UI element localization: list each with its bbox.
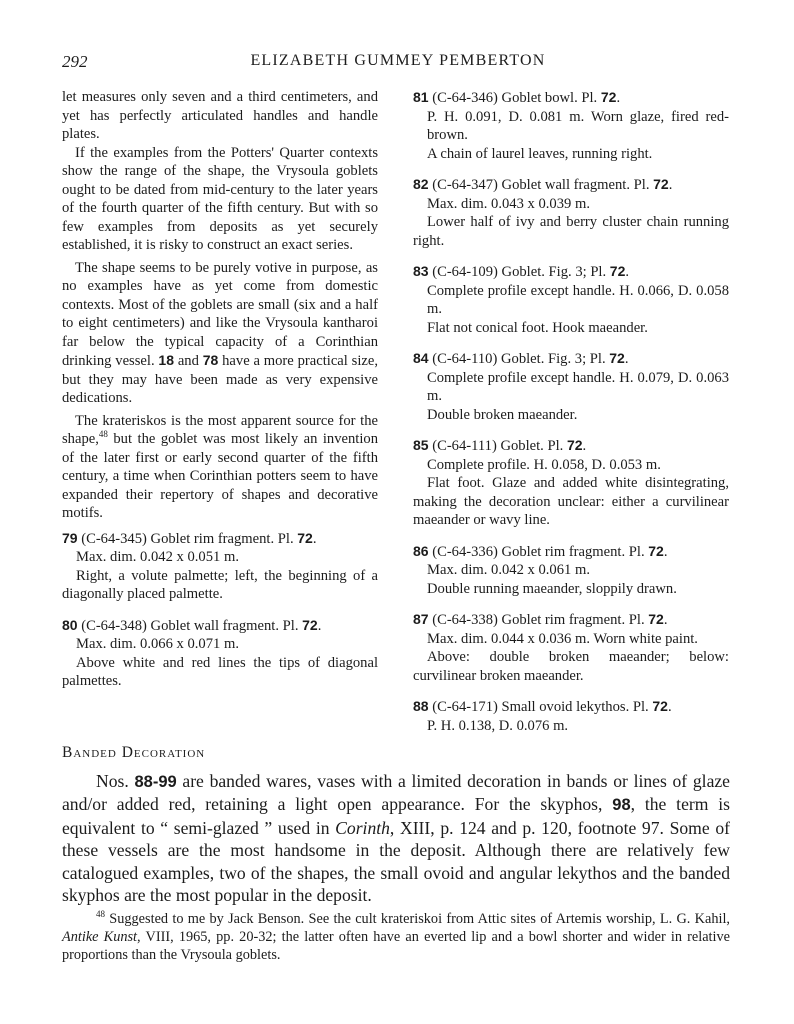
catalogue-entry: [413, 697, 729, 735]
paragraph-dating: If the examples from the Potters' Quarter contexts show the range of the shape, the Vrysoula goblets ought to be dated from mid-century to the later years of the fourth quarter of the fifth century. But with so few examples from deposits as yet securely established, it is risky to construct an exact series.: [62, 144, 378, 253]
entry-dimensions: Complete profile except handle. H. 0.079, D. 0.063 m.: [427, 369, 729, 404]
entry-inventory: (C-64-336) Goblet rim fragment. Pl.: [428, 543, 649, 560]
text-run: are banded wares, vases with a limited decoration in bands or lines of glaze and/or added red, retaining a light open appearance. For the skyphos,: [62, 771, 730, 815]
left-column: [62, 88, 378, 691]
paragraph-votive: [62, 259, 378, 408]
entry-number: 85: [413, 437, 429, 453]
entry-plate: 72: [648, 542, 664, 559]
entry-dimensions: Max. dim. 0.044 x 0.036 m. Worn white paint.: [427, 630, 698, 647]
entry-heading: [413, 697, 729, 717]
footnote: [62, 910, 730, 965]
catalogue-entry: [413, 88, 729, 163]
entry-dimensions: Complete profile. H. 0.058, D. 0.053 m.: [427, 456, 661, 473]
entry-punct: .: [312, 530, 317, 547]
entry-punct: .: [663, 543, 668, 560]
entry-plate: 72: [297, 529, 313, 546]
entry-description: Double broken maeander.: [427, 406, 578, 423]
entry-inventory: (C-64-110) Goblet. Fig. 3; Pl.: [428, 351, 610, 367]
entry-description: Right, a volute palmette; left, the beginning of a diagonally placed palmette.: [62, 567, 378, 602]
page-number: 292: [62, 52, 88, 71]
banded-paragraph: [62, 770, 730, 906]
entry-dimensions: Max. dim. 0.042 x 0.051 m.: [76, 549, 239, 565]
entry-punct: .: [624, 351, 629, 367]
entry-punct: .: [317, 617, 322, 634]
footnote-ref-48: 48: [98, 429, 108, 440]
entry-heading: [413, 349, 729, 369]
entry-heading: [413, 262, 729, 282]
entry-punct: .: [667, 699, 672, 715]
catalogue-entry: [413, 175, 729, 250]
catalogue-entry: [413, 349, 729, 424]
catalogue-ref-98: 98: [612, 796, 631, 815]
catalogue-entry: [413, 610, 729, 685]
entry-plate: 72: [609, 350, 625, 366]
page-header: [62, 52, 734, 78]
section-body: [62, 770, 730, 906]
footnote-48: [62, 910, 730, 965]
entry-punct: .: [616, 90, 621, 106]
entry-heading: [62, 529, 378, 549]
entry-plate: 72: [600, 89, 617, 105]
paragraph-krateriskos-text-end: but the goblet was most likely an invention of the later first or early second quarter of the fifth century, a time when Corinthian potters seem to have expanded their repertory of shapes and decorative motifs.: [62, 431, 378, 521]
entry-plate: 72: [652, 698, 668, 714]
text-run: , XIII, p. 124 and p. 120, footnote 97. Some of these vessels are the most handsome in the deposit. Although there are relatively few catalogued examples, two of the shapes, the small ovoid and angular lekythos and the banded skyphos are the most popular in the deposit.: [62, 817, 730, 906]
entry-heading: [413, 436, 729, 456]
entry-plate: 72: [653, 176, 669, 192]
catalogue-ref-78: 78: [202, 352, 219, 368]
journal-title: Antike Kunst: [62, 929, 138, 946]
entry-number: 88: [413, 698, 429, 714]
entry-dimensions: Complete profile except handle. H. 0.066, D. 0.058 m.: [427, 282, 729, 317]
entry-dimensions: Max. dim. 0.042 x 0.061 m.: [427, 562, 590, 578]
entry-number: 83: [413, 263, 429, 279]
entry-description: A chain of laurel leaves, running right.: [427, 145, 653, 162]
entry-dimensions: Max. dim. 0.066 x 0.071 m.: [76, 636, 239, 652]
catalogue-range: 88-99: [134, 773, 177, 791]
text-run: Nos.: [96, 771, 135, 791]
entry-inventory: (C-64-109) Goblet. Fig. 3; Pl.: [428, 264, 610, 280]
entry-description: Above: double broken maeander; below: curvilinear broken maeander.: [413, 649, 729, 684]
entry-punct: .: [663, 612, 668, 628]
paragraph-votive-text-end: have a more practical size, but they may have been made as very expensive dedications.: [62, 353, 378, 406]
section-heading: Banded Decoration: [62, 744, 206, 761]
entry-heading: [413, 610, 729, 630]
entry-number: 86: [413, 542, 429, 559]
entry-number: 80: [62, 616, 78, 633]
catalogue-entry: [413, 262, 729, 337]
entry-plate: 72: [648, 611, 664, 627]
entry-description: Flat foot. Glaze and added white disintegrating, making the decoration unclear: either a curvilinear maeander or wavy line.: [413, 475, 729, 528]
text-run: , the term is equivalent to “ semi-glazed ” used in: [62, 794, 730, 838]
paragraph-krateriskos: [62, 412, 378, 523]
catalogue-ref-18: 18: [158, 352, 174, 368]
entry-plate: 72: [302, 616, 318, 633]
publication-title: Corinth: [335, 817, 390, 838]
entry-description: Above white and red lines the tips of diagonal palmettes.: [62, 654, 378, 689]
paragraph-votive-text: The shape seems to be purely votive in purpose, as no examples have as yet come from domestic contexts. Most of the goblets are small (six and a half to eight centimeters) and like the Vrysoula kantharoi far below the typical capacity of a Corinthian drinking vessel.: [62, 259, 378, 369]
entry-inventory: (C-64-346) Goblet bowl. Pl.: [428, 90, 601, 106]
paragraph-krateriskos-text: The krateriskos is the most apparent source for the shape,: [62, 412, 378, 447]
entry-heading: [413, 175, 729, 195]
entry-inventory: (C-64-338) Goblet rim fragment. Pl.: [428, 612, 649, 628]
entry-description: Lower half of ivy and berry cluster chain running right.: [413, 214, 729, 249]
entry-plate: 72: [566, 437, 583, 453]
catalogue-entry: [413, 436, 729, 530]
entry-number: 82: [413, 176, 429, 192]
entry-number: 87: [413, 611, 429, 627]
catalogue-right: [413, 88, 729, 735]
text-run: , VIII, 1965, pp. 20-32; the latter often have an everted lip and a bowl shorter and wider in relative proportions than the Vrysoula goblets.: [62, 929, 730, 964]
entry-dimensions: P. H. 0.138, D. 0.076 m.: [427, 717, 569, 734]
conjunction: and: [174, 353, 203, 369]
entry-dimensions: Max. dim. 0.043 x 0.039 m.: [427, 195, 590, 212]
entry-inventory: (C-64-345) Goblet rim fragment. Pl.: [77, 530, 298, 547]
paragraph-continued: let measures only seven and a third centimeters, and yet has perfectly articulated handles and handle plates.: [62, 89, 378, 142]
entry-number: 84: [413, 350, 429, 366]
entry-description: Flat not conical foot. Hook maeander.: [427, 319, 648, 336]
catalogue-entry: [62, 529, 378, 604]
entry-number: 81: [413, 89, 429, 105]
footnote-marker: 48: [96, 909, 105, 920]
entry-inventory: (C-64-348) Goblet wall fragment. Pl.: [77, 617, 303, 634]
entry-dimensions: P. H. 0.091, D. 0.081 m. Worn glaze, fired red-brown.: [427, 108, 729, 143]
entry-punct: .: [625, 264, 630, 280]
entry-inventory: (C-64-171) Small ovoid lekythos. Pl.: [428, 699, 653, 715]
entry-inventory: (C-64-111) Goblet. Pl.: [428, 438, 567, 454]
catalogue-entry: [413, 542, 729, 599]
entry-plate: 72: [609, 263, 626, 279]
entry-number: 79: [62, 529, 78, 546]
entry-inventory: (C-64-347) Goblet wall fragment. Pl.: [428, 177, 654, 193]
entry-heading: [62, 616, 378, 636]
entry-heading: [413, 88, 729, 108]
catalogue-entry: [62, 616, 378, 691]
text-run: Suggested to me by Jack Benson. See the cult krateriskoi from Attic sites of Artemis worship, L. G. Kahil,: [105, 911, 730, 927]
right-column: [413, 88, 729, 735]
running-title: ELIZABETH GUMMEY PEMBERTON: [250, 52, 546, 69]
entry-heading: [413, 542, 729, 562]
entry-description: Double running maeander, sloppily drawn.: [427, 580, 677, 597]
catalogue-left: [62, 529, 378, 691]
entry-punct: .: [668, 177, 673, 193]
entry-punct: .: [582, 438, 587, 454]
